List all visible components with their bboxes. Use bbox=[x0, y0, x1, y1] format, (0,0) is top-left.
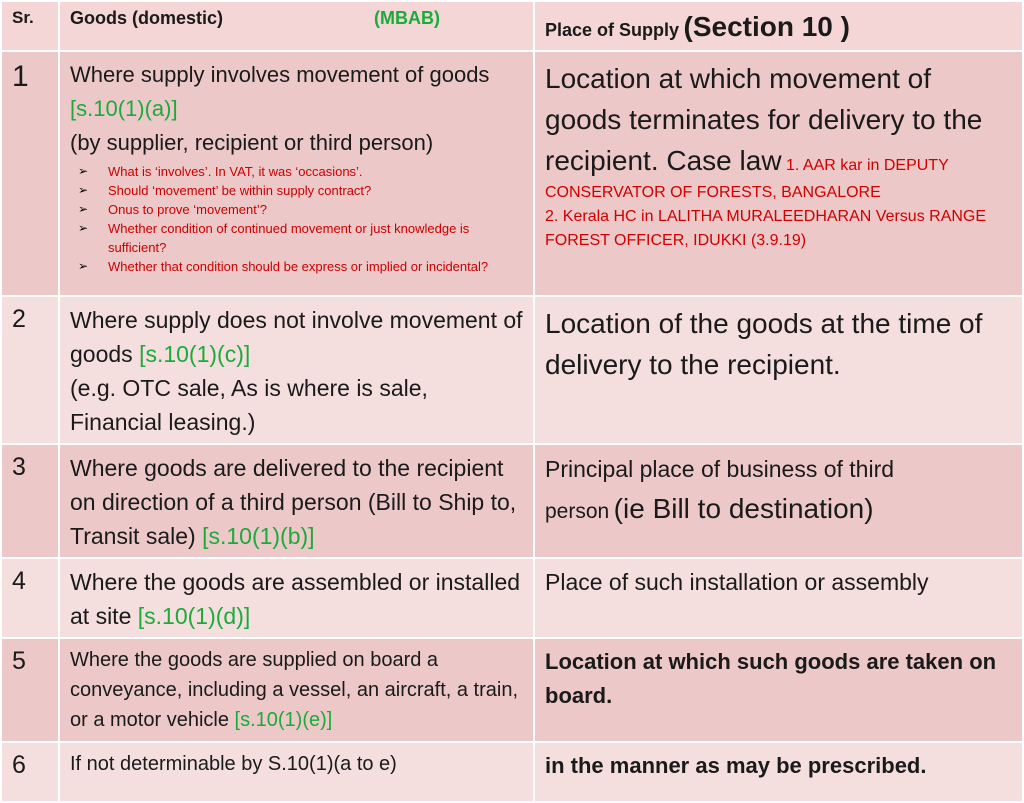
goods-cell bbox=[59, 638, 534, 742]
goods-cell bbox=[59, 742, 534, 802]
section-ref: [s.10(1)(e)] bbox=[234, 709, 333, 731]
goods-cell bbox=[59, 51, 534, 296]
row-number: 2 bbox=[12, 305, 26, 333]
row-number: 4 bbox=[12, 567, 26, 595]
table-row bbox=[1, 742, 1023, 802]
header-pos-section: (Section 10 ) bbox=[683, 11, 850, 42]
goods-text: Where supply involves movement of goods bbox=[70, 62, 490, 87]
goods-text-2: (by supplier, recipient or third person) bbox=[70, 130, 434, 155]
table-row bbox=[1, 558, 1023, 638]
table-row bbox=[1, 51, 1023, 296]
header-pos-prefix: Place of Supply bbox=[545, 20, 680, 40]
header-sr-cell bbox=[1, 1, 59, 51]
question-list bbox=[70, 162, 525, 276]
section-ref: [s.10(1)(b)] bbox=[202, 523, 315, 549]
table-row bbox=[1, 638, 1023, 742]
goods-cell bbox=[59, 558, 534, 638]
header-pos-cell bbox=[534, 1, 1023, 51]
section-ref: [s.10(1)(d)] bbox=[137, 603, 251, 629]
section-ref: [s.10(1)(a)] bbox=[70, 96, 178, 121]
list-item: ➢ Whether condition of continued movement or just knowledge is sufficient? bbox=[108, 219, 525, 257]
header-sr: Sr. bbox=[12, 8, 34, 27]
goods-text: Where supply does not involve movement of goods bbox=[70, 307, 523, 367]
pos-text: Location at which movement of goods terminates for delivery to the recipient. Case law bbox=[545, 63, 983, 176]
pos-text: Principal place of business of third bbox=[545, 456, 895, 482]
header-goods-cell bbox=[59, 1, 534, 51]
goods-cell bbox=[59, 444, 534, 558]
row-number: 5 bbox=[12, 647, 26, 675]
row-number: 6 bbox=[12, 751, 26, 779]
goods-cell bbox=[59, 296, 534, 444]
goods-text: Where the goods are assembled or installed at site bbox=[70, 569, 521, 629]
goods-text-2: (e.g. OTC sale, As is where is sale, Financial leasing.) bbox=[70, 375, 428, 435]
table-row bbox=[1, 444, 1023, 558]
pos-cell bbox=[534, 742, 1023, 802]
pos-text: Place of such installation or assembly bbox=[545, 569, 929, 595]
header-goods: Goods (domestic) bbox=[70, 8, 224, 28]
pos-cell bbox=[534, 558, 1023, 638]
case-law-2: 2. Kerala HC in LALITHA MURALEEDHARAN Versus RANGE FOREST OFFICER, IDUKKI (3.9.19) bbox=[545, 208, 987, 249]
goods-text: Where goods are delivered to the recipient on direction of a third person (Bill to Ship to, Transit sale) bbox=[70, 455, 517, 549]
list-item: ➢ Whether that condition should be express or implied or incidental? bbox=[108, 257, 525, 276]
pos-cell bbox=[534, 444, 1023, 558]
case-law-1: 1. AAR kar in DEPUTY CONSERVATOR OF FORESTS, BANGALORE bbox=[545, 157, 949, 201]
pos-cell bbox=[534, 51, 1023, 296]
goods-text: Where the goods are supplied on board a conveyance, including a vessel, an aircraft, a train, or a motor vehicle bbox=[70, 649, 519, 731]
table-row bbox=[1, 296, 1023, 444]
pos-cell bbox=[534, 296, 1023, 444]
header-row bbox=[1, 1, 1023, 51]
pos-text: in the manner as may be prescribed. bbox=[545, 753, 927, 778]
pos-cell bbox=[534, 638, 1023, 742]
list-item: ➢ Onus to prove ‘movement’? bbox=[108, 200, 525, 219]
pos-text: Location of the goods at the time of delivery to the recipient. bbox=[545, 308, 983, 380]
section-ref: [s.10(1)(c)] bbox=[139, 341, 251, 367]
pos-text-small: person bbox=[545, 500, 610, 523]
pos-text: Location at which such goods are taken on board. bbox=[545, 649, 997, 708]
header-mbab: (MBAB) bbox=[374, 8, 440, 28]
pos-text-large: (ie Bill to destination) bbox=[613, 493, 874, 524]
goods-text: If not determinable by S.10(1)(a to e) bbox=[70, 753, 397, 775]
list-item: ➢ Should ‘movement’ be within supply contract? bbox=[108, 181, 525, 200]
row-number: 1 bbox=[12, 60, 29, 93]
list-item: ➢ What is ‘involves’. In VAT, it was ‘occasions’. bbox=[108, 162, 525, 181]
row-number: 3 bbox=[12, 453, 26, 481]
